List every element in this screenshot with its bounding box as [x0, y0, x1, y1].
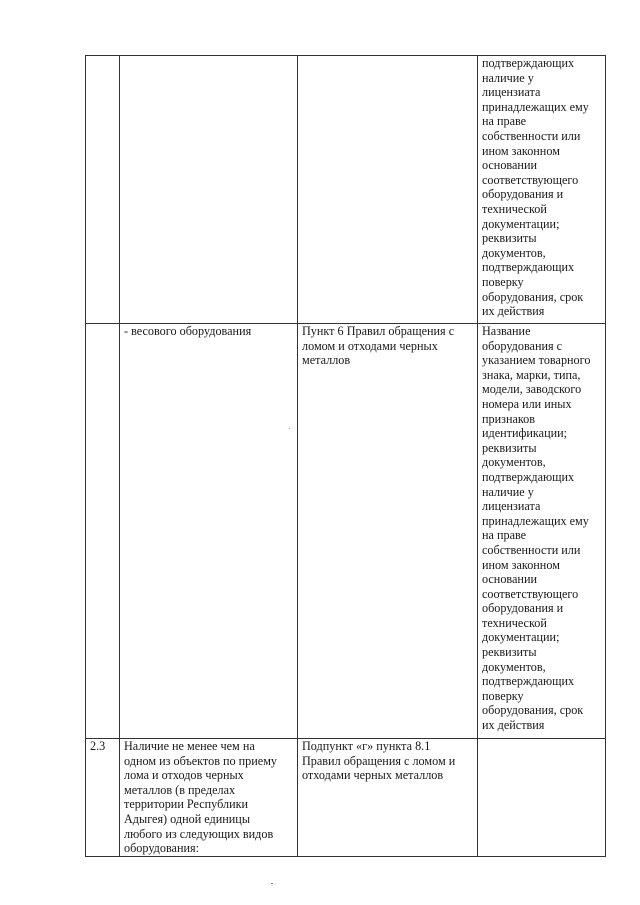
- legal-basis-cell: [298, 739, 478, 857]
- requirement-text: Наличие не менее чем на одном из объектов по приему лома и отходов черных металлов (в пределах территории Республики Адыгея) одной единицы любого из следующих видов оборудования:: [124, 739, 278, 856]
- row-number: 2.3: [90, 739, 106, 753]
- requirement-cell: [120, 739, 298, 857]
- scan-speck: [289, 428, 290, 429]
- documents-text: подтверждающих наличие у лицензиата принадлежащих ему на праве собственности или ином законном основании соответствующего оборудования и технической документации; реквизиты документов, подтверждающих поверку оборудования, срок их действия: [482, 56, 589, 319]
- legal-basis-cell: [298, 324, 478, 739]
- requirement-text: - весового оборудования: [124, 324, 252, 338]
- documents-cell: [478, 56, 606, 324]
- legal-basis-cell: [298, 56, 478, 324]
- requirement-cell: [120, 324, 298, 739]
- documents-text: Название оборудования с указанием товарного знака, марки, типа, модели, заводского номера или иных признаков идентификации; реквизиты документов, подтверждающих наличие у лицензиата принадлежащих ему на праве собственности или ином законном основании соответствующего оборудования и технической документации; реквизиты документов, подтверждающих поверку оборудования, срок их действия: [482, 324, 591, 733]
- legal-basis-text: Пункт 6 Правил обращения с ломом и отходами черных металлов: [302, 324, 455, 368]
- scan-mark: [271, 883, 273, 884]
- table-row: [86, 739, 606, 857]
- documents-cell: [478, 324, 606, 739]
- requirement-cell: [120, 56, 298, 324]
- row-number-cell: [86, 324, 120, 739]
- table-row: [86, 324, 606, 739]
- documents-cell: [478, 739, 606, 857]
- legal-basis-text: Подпункт «г» пункта 8.1 Правил обращения с ломом и отходами черных металлов: [302, 739, 456, 783]
- row-number-cell: [86, 739, 120, 857]
- table-row: [86, 56, 606, 324]
- row-number-cell: [86, 56, 120, 324]
- requirements-table: [85, 55, 606, 857]
